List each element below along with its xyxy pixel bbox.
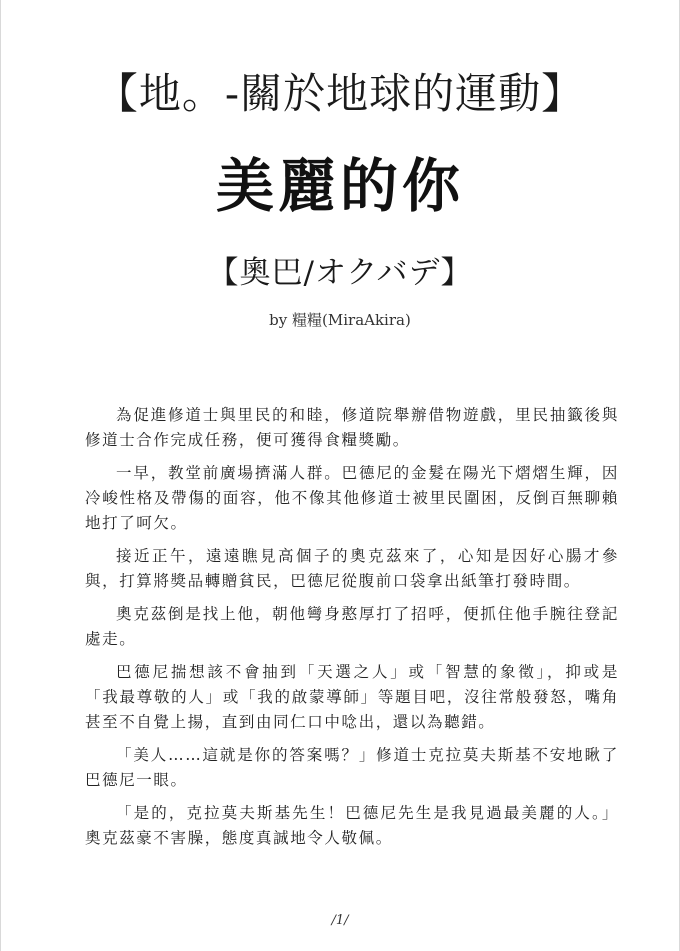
page-title: 美麗的你	[215, 152, 464, 220]
paragraph: 「美人……這就是你的答案嗎？」修道士克拉莫夫斯基不安地瞅了巴德尼一眼。	[85, 746, 619, 789]
page-number: /1/	[331, 913, 349, 928]
paragraph: 「是的，克拉莫夫斯基先生！巴德尼先生是我見過最美麗的人。」奧克茲豪不害臊，態度真誠地令人敬佩。	[85, 804, 619, 847]
paragraph: 一早，教堂前廣場擠滿人群。巴德尼的金髮在陽光下熠熠生輝，因冷峻性格及帶傷的面容，他不像其他修道士被里民圍困，反倒百無聊賴地打了呵欠。	[85, 464, 619, 532]
series-title: 【地。-關於地球的運動】	[95, 69, 585, 118]
author-byline: by 糧糧(MiraAkira)	[269, 311, 411, 329]
paragraph: 接近正午，遠遠瞧見高個子的奧克茲來了，心知是因好心腸才參與，打算將獎品轉贈貧民，巴德尼從腹前口袋拿出紙筆打發時間。	[85, 547, 619, 590]
pairing-tag: 【奧巴/オクバデ】	[207, 255, 473, 291]
story-body	[85, 403, 619, 859]
paragraph: 為促進修道士與里民的和睦，修道院舉辦借物遊戲，里民抽籤後與修道士合作完成任務，便可獲得食糧獎勵。	[85, 406, 619, 449]
paragraph: 奧克茲倒是找上他，朝他彎身憨厚打了招呼，便抓住他手腕往登記處走。	[85, 605, 619, 648]
paragraph: 巴德尼揣想該不會抽到「天選之人」或「智慧的象徵」，抑或是「我最尊敬的人」或「我的啟蒙導師」等題目吧，沒往常般發怒，嘴角甚至不自覺上揚，直到由同仁口中唸出，還以為聽錯。	[85, 663, 619, 731]
